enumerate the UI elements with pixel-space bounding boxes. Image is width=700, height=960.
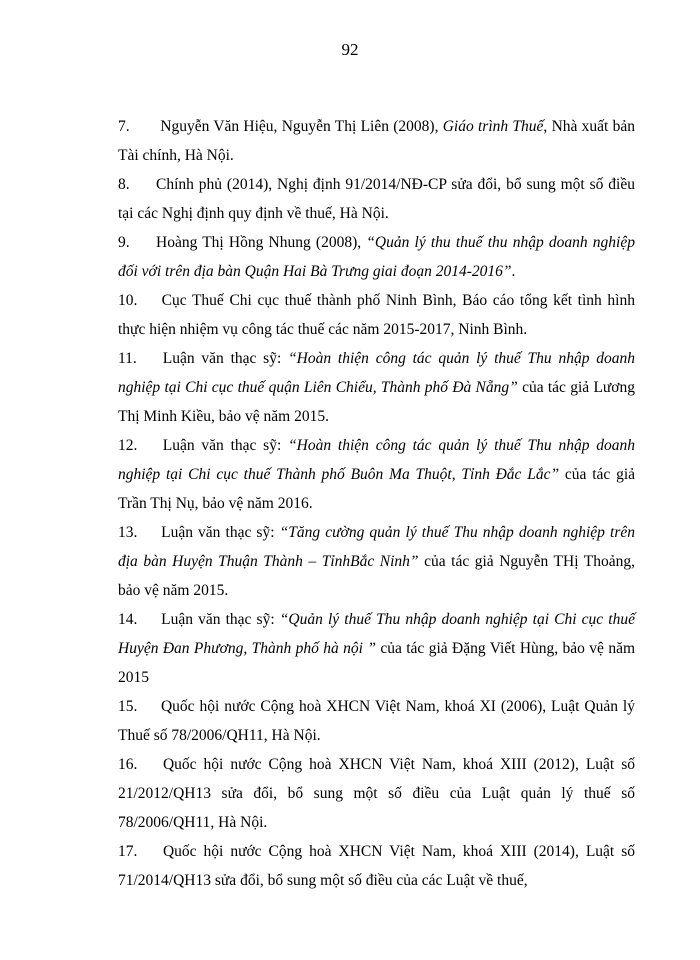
reference-title: “Quản lý thuế Thu nhập doanh nghiệp tại Chi cục thuế Huyện Đan Phương, Thành phố hà nội ” bbox=[118, 611, 635, 657]
reference-item bbox=[118, 692, 635, 750]
reference-text: . bbox=[511, 263, 516, 280]
reference-text: Hoàng Thị Hồng Nhung (2008), bbox=[156, 234, 367, 251]
reference-text: Luận văn thạc sỹ: bbox=[156, 350, 289, 367]
reference-number: 9. bbox=[118, 234, 130, 251]
reference-text: Luận văn thạc sỹ: bbox=[156, 524, 280, 541]
reference-number: 7. bbox=[118, 118, 130, 135]
reference-number: 8. bbox=[118, 176, 130, 193]
reference-text: , Nhà xuất bản Tài chính, Hà Nội. bbox=[118, 118, 636, 164]
reference-text: Quốc hội nước Cộng hoà XHCN Việt Nam, khoá XI (2006), Luật Quản lý Thuế số 78/2006/QH11, Hà Nội. bbox=[118, 698, 635, 744]
reference-title: Giáo trình Thuế bbox=[442, 118, 544, 135]
reference-text: của tác giả Đặng Viết Hùng, bảo vệ năm 2015 bbox=[118, 640, 636, 686]
reference-item bbox=[118, 170, 635, 228]
reference-text: Luận văn thạc sỹ: bbox=[156, 437, 289, 454]
reference-item bbox=[118, 518, 635, 605]
reference-item bbox=[118, 431, 635, 518]
reference-number: 12. bbox=[118, 437, 138, 454]
reference-number: 14. bbox=[118, 611, 138, 628]
reference-item bbox=[118, 837, 635, 895]
reference-text: Quốc hội nước Cộng hoà XHCN Việt Nam, khoá XIII (2014), Luật số 71/2014/QH13 sửa đổi, bổ sung một số điều của các Luật về thuế, bbox=[118, 843, 635, 889]
reference-item bbox=[118, 228, 635, 286]
reference-text: Cục Thuế Chi cục thuế thành phố Ninh Bình, Báo cáo tổng kết tình hình thực hiện nhiệm vụ công tác thuế các năm 2015-2017, Ninh Bình. bbox=[118, 292, 635, 338]
reference-title: “Tăng cường quản lý thuế Thu nhập doanh nghiệp trên địa bàn Huyện Thuận Thành – TỉnhBắc Ninh” bbox=[118, 524, 635, 570]
page-number: 92 bbox=[341, 40, 359, 59]
reference-item bbox=[118, 112, 635, 170]
reference-number: 17. bbox=[118, 843, 138, 860]
reference-number: 13. bbox=[118, 524, 138, 541]
reference-title: “Hoàn thiện công tác quản lý thuế Thu nhập doanh nghiệp tại Chi cục thuế Thành phố Buôn Ma Thuột, Tỉnh Đắc Lắc” bbox=[118, 437, 635, 483]
reference-text: Quốc hội nước Cộng hoà XHCN Việt Nam, khoá XIII (2012), Luật số 21/2012/QH13 sửa đổi, bổ sung một số điều của Luật quản lý thuế số 78/2006/QH11, Hà Nội. bbox=[118, 756, 635, 831]
reference-list bbox=[118, 112, 635, 895]
reference-text: Luận văn thạc sỹ: bbox=[156, 611, 280, 628]
reference-text: của tác giả Lương Thị Minh Kiều, bảo vệ năm 2015. bbox=[118, 379, 636, 425]
reference-number: 16. bbox=[118, 756, 138, 773]
reference-title: “Hoàn thiện công tác quản lý thuế Thu nhập doanh nghiệp tại Chi cục thuế quận Liên Chiểu, Thành phố Đà Nẵng” bbox=[118, 350, 635, 396]
reference-text: của tác giả Nguyễn THị Thoảng, bảo vệ năm 2015. bbox=[118, 553, 636, 599]
reference-item bbox=[118, 750, 635, 837]
reference-number: 11. bbox=[118, 350, 137, 367]
reference-item bbox=[118, 344, 635, 431]
reference-text: của tác giả Trần Thị Nụ, bảo vệ năm 2016. bbox=[118, 466, 636, 512]
reference-number: 10. bbox=[118, 292, 138, 309]
reference-number: 15. bbox=[118, 698, 138, 715]
reference-text: Nguyễn Văn Hiệu, Nguyễn Thị Liên (2008), bbox=[156, 118, 443, 135]
reference-item bbox=[118, 286, 635, 344]
reference-title: “Quản lý thu thuế thu nhập doanh nghiệp đối với trên địa bàn Quận Hai Bà Trưng giai đoạn 2014-2016” bbox=[118, 234, 635, 280]
reference-item bbox=[118, 605, 635, 692]
reference-text: Chính phủ (2014), Nghị định 91/2014/NĐ-CP sửa đổi, bổ sung một số điều tại các Nghị định quy định về thuế, Hà Nội. bbox=[118, 176, 635, 222]
